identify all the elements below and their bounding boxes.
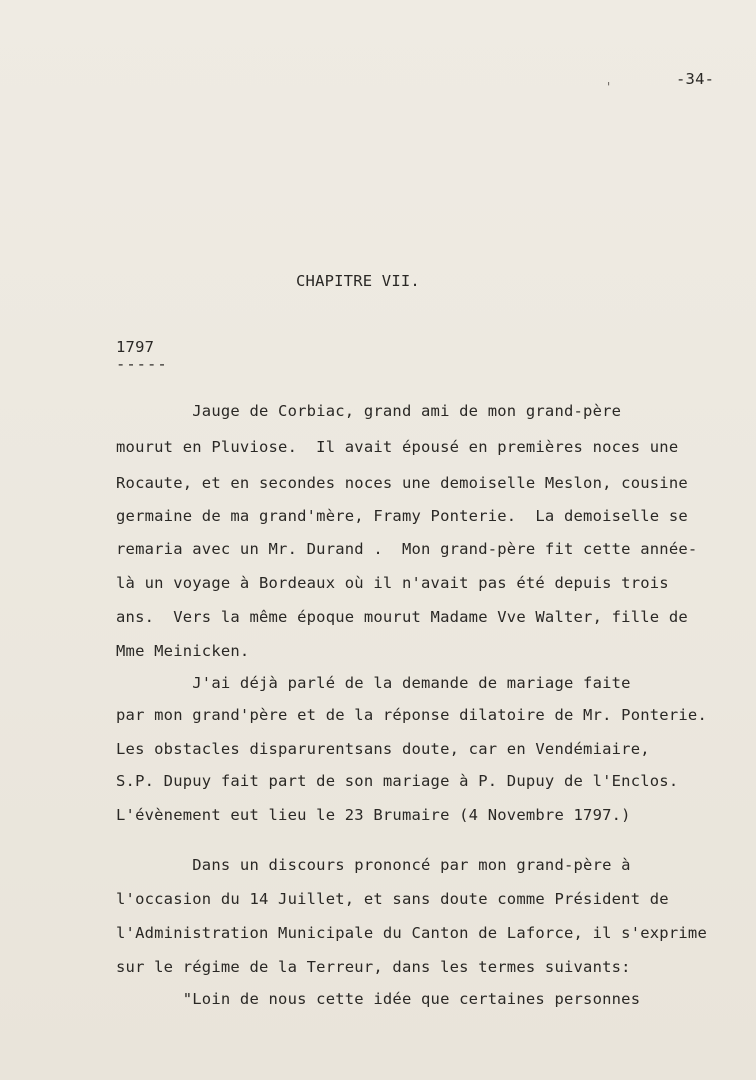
text-line: Dans un discours prononcé par mon grand-père à (116, 856, 631, 874)
text-line: par mon grand'père et de la réponse dilatoire de Mr. Ponterie. (116, 706, 707, 724)
text-line: mourut en Pluviose. Il avait épousé en premières noces une (116, 438, 679, 456)
text-line: ans. Vers la même époque mourut Madame Vve Walter, fille de (116, 608, 688, 626)
chapter-title: CHAPITRE VII. (296, 272, 420, 290)
year-underline: ----- (116, 355, 168, 373)
text-line: S.P. Dupuy fait part de son mariage à P. Dupuy de l'Enclos. (116, 772, 679, 790)
text-line: L'évènement eut lieu le 23 Brumaire (4 Novembre 1797.) (116, 806, 631, 824)
text-line: "Loin de nous cette idée que certaines personnes (116, 990, 641, 1008)
stray-mark: ' (605, 80, 613, 94)
text-line: Les obstacles disparurentsans doute, car en Vendémiaire, (116, 740, 650, 758)
text-line: l'Administration Municipale du Canton de Laforce, il s'exprime (116, 924, 707, 942)
page-number: -34- (676, 70, 715, 88)
text-line: Mme Meinicken. (116, 642, 250, 660)
year-heading: 1797 (116, 338, 155, 356)
text-line: germaine de ma grand'mère, Framy Ponterie. La demoiselle se (116, 507, 688, 525)
text-line: sur le régime de la Terreur, dans les termes suivants: (116, 958, 631, 976)
text-line: J'ai déjà parlé de la demande de mariage faite (116, 674, 631, 692)
text-line: remaria avec un Mr. Durand . Mon grand-père fit cette année- (116, 540, 698, 558)
text-line: Rocaute, et en secondes noces une demoiselle Meslon, cousine (116, 474, 688, 492)
text-line: l'occasion du 14 Juillet, et sans doute comme Président de (116, 890, 669, 908)
text-line: Jauge de Corbiac, grand ami de mon grand-père (116, 402, 622, 420)
text-line: là un voyage à Bordeaux où il n'avait pas été depuis trois (116, 574, 669, 592)
